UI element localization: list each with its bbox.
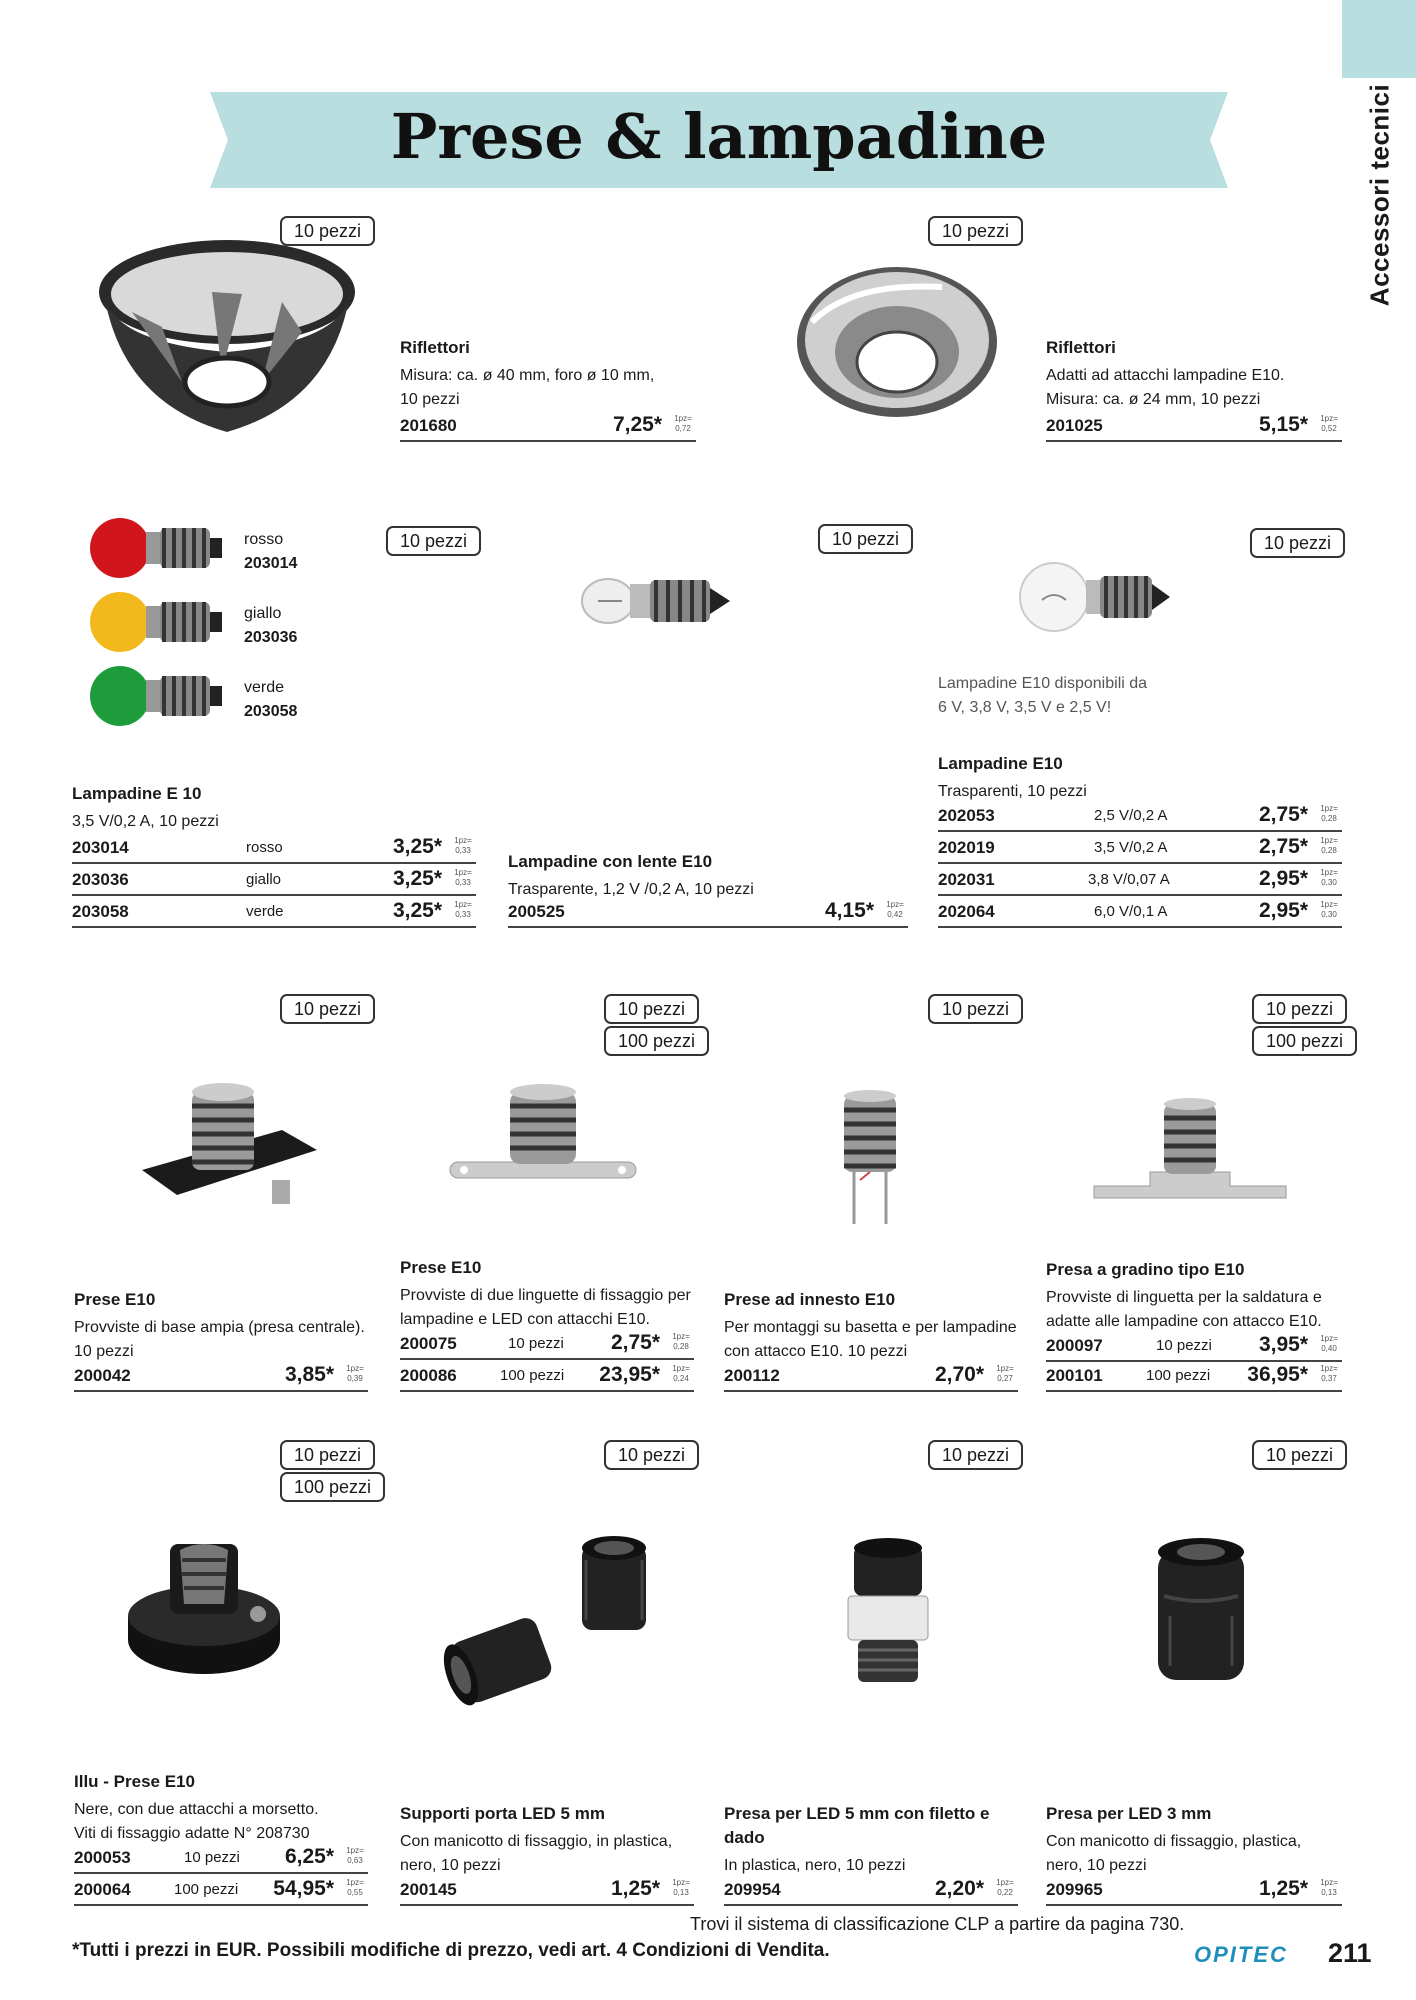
article-number: 200097 <box>1046 1336 1103 1355</box>
article-number: 200053 <box>74 1848 131 1867</box>
product-desc: Misura: ca. ø 24 mm, 10 pezzi <box>1046 391 1261 408</box>
unit-price: 0,30 <box>1321 878 1337 887</box>
price-row <box>72 834 476 864</box>
unit-label: 1pz= <box>886 900 904 909</box>
unit-price: 0,42 <box>887 910 903 919</box>
legend-color: rosso <box>244 531 284 548</box>
pack-badge: 10 pezzi <box>928 994 1023 1024</box>
reflector-black-image <box>92 232 362 442</box>
variant: 100 pezzi <box>500 1367 565 1384</box>
bulb-green-image <box>88 664 224 728</box>
price: 5,15* <box>1258 413 1308 436</box>
led-socket-5mm-threaded-image <box>838 1536 938 1696</box>
product-desc: Misura: ca. ø 40 mm, foro ø 10 mm, <box>400 367 655 384</box>
pack-badge: 100 pezzi <box>280 1472 385 1502</box>
price-row <box>1046 1876 1342 1906</box>
price: 54,95* <box>273 1877 334 1900</box>
pack-badge: 10 pezzi <box>280 216 375 246</box>
product-desc: con attacco E10. 10 pezzi <box>724 1343 908 1360</box>
product-desc: Per montaggi su basetta e per lampadine <box>724 1319 1017 1336</box>
pack-badge: 10 pezzi <box>928 1440 1023 1470</box>
unit-label: 1pz= <box>1320 804 1338 813</box>
product-desc: nero, 10 pezzi <box>1046 1857 1147 1874</box>
legend-article: 203036 <box>244 629 298 646</box>
reflector-chrome-image <box>792 262 1002 432</box>
article-number: 209965 <box>1046 1880 1103 1899</box>
product-desc: 3,5 V/0,2 A, 10 pezzi <box>72 813 219 830</box>
unit-price: 0,39 <box>347 1374 363 1383</box>
legend-color: giallo <box>244 605 282 622</box>
price-row <box>724 1362 1018 1392</box>
legend-color: verde <box>244 679 285 696</box>
legend-article: 203014 <box>244 555 298 572</box>
unit-label: 1pz= <box>672 1364 690 1373</box>
unit-price: 0,13 <box>673 1888 689 1897</box>
unit-label: 1pz= <box>346 1364 364 1373</box>
unit-price: 0,22 <box>997 1888 1013 1897</box>
article-number: 200064 <box>74 1880 131 1899</box>
article-number: 201680 <box>400 416 457 435</box>
product-desc: 10 pezzi <box>400 391 460 408</box>
product-desc: Trasparente, 1,2 V /0,2 A, 10 pezzi <box>508 881 754 898</box>
article-number: 200075 <box>400 1334 457 1353</box>
variant: 10 pezzi <box>184 1849 240 1866</box>
unit-label: 1pz= <box>672 1332 690 1341</box>
unit-price: 0,13 <box>1321 1888 1337 1897</box>
product-desc: Provviste di base ampia (presa centrale). <box>74 1319 365 1336</box>
price: 7,25* <box>612 413 662 436</box>
page-title: Prese & lampadine <box>390 100 1048 173</box>
unit-price: 0,52 <box>1321 424 1337 433</box>
pack-badge: 10 pezzi <box>604 1440 699 1470</box>
variant: 100 pezzi <box>174 1881 239 1898</box>
unit-label: 1pz= <box>1320 1334 1338 1343</box>
article-number: 203036 <box>72 870 129 889</box>
price: 2,75* <box>610 1331 660 1354</box>
section-label <box>1350 83 1410 307</box>
clp-note: Trovi il sistema di classificazione CLP a partire da pagina 730. <box>690 1914 1185 1934</box>
article-number: 200112 <box>724 1366 780 1385</box>
unit-price: 0,40 <box>1321 1344 1337 1353</box>
legend-article: 203058 <box>244 703 298 720</box>
section-label-text: Accessori tecnici <box>1364 83 1395 307</box>
title-banner <box>210 92 1228 188</box>
article-number: 201025 <box>1046 416 1103 435</box>
unit-label: 1pz= <box>1320 836 1338 845</box>
unit-label: 1pz= <box>1320 1364 1338 1373</box>
price: 2,75* <box>1258 835 1308 858</box>
price-row <box>74 1876 368 1906</box>
product-name: Riflettori <box>1046 338 1116 357</box>
price-row <box>400 1876 694 1906</box>
product-name: Presa per LED 5 mm con filetto e <box>724 1804 990 1823</box>
pack-badge: 100 pezzi <box>604 1026 709 1056</box>
unit-price: 0,72 <box>675 424 691 433</box>
article-number: 200525 <box>508 902 565 921</box>
price-row <box>74 1362 368 1392</box>
pack-badge: 10 pezzi <box>604 994 699 1024</box>
product-name: Prese ad innesto E10 <box>724 1290 896 1309</box>
bulb-clear-image <box>1018 560 1174 634</box>
product-desc: adatte alle lampadine con attacco E10. <box>1046 1313 1322 1330</box>
unit-label: 1pz= <box>1320 868 1338 877</box>
product-name: Prese E10 <box>400 1258 482 1277</box>
socket-plugin-image <box>830 1090 910 1230</box>
unit-price: 0,28 <box>1321 846 1337 855</box>
pack-badge: 10 pezzi <box>928 216 1023 246</box>
variant: 10 pezzi <box>1156 1337 1212 1354</box>
unit-price: 0,63 <box>347 1856 363 1865</box>
unit-price: 0,33 <box>455 878 471 887</box>
pack-badge: 10 pezzi <box>1250 528 1345 558</box>
price: 23,95* <box>599 1363 660 1386</box>
unit-price: 0,24 <box>673 1374 689 1383</box>
variant: 6,0 V/0,1 A <box>1094 903 1168 920</box>
price: 2,75* <box>1258 803 1308 826</box>
variant: 3,8 V/0,07 A <box>1088 871 1170 888</box>
article-number: 209954 <box>724 1880 781 1899</box>
illu-socket-image <box>124 1530 284 1680</box>
product-name: Supporti porta LED 5 mm <box>400 1804 605 1823</box>
unit-price: 0,28 <box>1321 814 1337 823</box>
price: 1,25* <box>610 1877 660 1900</box>
price-row <box>1046 1362 1342 1392</box>
product-desc: Provviste di linguetta per la saldatura e <box>1046 1289 1322 1306</box>
bulb-lens-image <box>580 566 740 636</box>
unit-label: 1pz= <box>1320 1878 1338 1887</box>
product-name: Lampadine E10 <box>938 754 1063 773</box>
unit-price: 0,55 <box>347 1888 363 1897</box>
product-name: Riflettori <box>400 338 470 357</box>
unit-price: 0,27 <box>997 1374 1013 1383</box>
price: 3,25* <box>392 835 442 858</box>
variant: giallo <box>246 871 282 888</box>
price-row <box>1046 412 1342 442</box>
unit-label: 1pz= <box>346 1846 364 1855</box>
product-desc: Provviste di due linguette di fissaggio per <box>400 1287 691 1304</box>
article-number: 200086 <box>400 1366 457 1385</box>
variant: rosso <box>246 839 283 856</box>
unit-label: 1pz= <box>996 1364 1014 1373</box>
unit-label: 1pz= <box>1320 900 1338 909</box>
price-row <box>938 834 1342 864</box>
socket-step-image <box>1090 1096 1290 1206</box>
price: 2,95* <box>1258 867 1308 890</box>
unit-label: 1pz= <box>1320 414 1338 423</box>
product-desc: 10 pezzi <box>74 1343 134 1360</box>
price-row <box>400 1362 694 1392</box>
pack-badge: 100 pezzi <box>1252 1026 1357 1056</box>
price-disclaimer: *Tutti i prezzi in EUR. Possibili modifiche di prezzo, vedi art. 4 Condizioni di Vendita. <box>72 1940 830 1961</box>
price-row <box>400 1330 694 1360</box>
product-desc: Adatti ad attacchi lampadine E10. <box>1046 367 1285 384</box>
unit-price: 0,37 <box>1321 1374 1337 1383</box>
price-row <box>724 1876 1018 1906</box>
price-row <box>72 898 476 928</box>
product-desc: Nere, con due attacchi a morsetto. <box>74 1801 319 1818</box>
product-desc: Trasparenti, 10 pezzi <box>938 783 1087 800</box>
pack-badge: 10 pezzi <box>386 526 481 556</box>
product-name: Presa a gradino tipo E10 <box>1046 1260 1245 1279</box>
product-desc: In plastica, nero, 10 pezzi <box>724 1857 906 1874</box>
page-number: 211 <box>1328 1938 1372 1968</box>
unit-price: 0,28 <box>673 1342 689 1351</box>
price: 3,95* <box>1258 1333 1308 1356</box>
pack-badge: 10 pezzi <box>1252 1440 1347 1470</box>
led-socket-3mm-image <box>1146 1536 1256 1696</box>
price: 6,25* <box>284 1845 334 1868</box>
price: 3,85* <box>284 1363 334 1386</box>
price: 2,20* <box>934 1877 984 1900</box>
price-row <box>938 866 1342 896</box>
socket-wide-base-image <box>132 1080 322 1220</box>
product-desc: Viti di fissaggio adatte N° 208730 <box>74 1825 310 1842</box>
brand-logo: OPITEC <box>1194 1942 1288 1967</box>
price-row <box>1046 1332 1342 1362</box>
unit-price: 0,33 <box>455 846 471 855</box>
pack-badge: 10 pezzi <box>280 994 375 1024</box>
pack-badge: 10 pezzi <box>818 524 913 554</box>
variant: 3,5 V/0,2 A <box>1094 839 1168 856</box>
article-number: 202019 <box>938 838 995 857</box>
product-desc: nero, 10 pezzi <box>400 1857 501 1874</box>
availability-note: Lampadine E10 disponibili da <box>938 675 1148 692</box>
product-desc: Con manicotto di fissaggio, plastica, <box>1046 1833 1302 1850</box>
product-name: Lampadine E 10 <box>72 784 202 803</box>
variant: 10 pezzi <box>508 1335 564 1352</box>
article-number: 203014 <box>72 838 129 857</box>
pack-badge: 10 pezzi <box>280 1440 375 1470</box>
variant: 100 pezzi <box>1146 1367 1211 1384</box>
product-name: Illu - Prese E10 <box>74 1772 195 1791</box>
price-row <box>938 898 1342 928</box>
price-row <box>72 866 476 896</box>
unit-label: 1pz= <box>672 1878 690 1887</box>
price: 2,95* <box>1258 899 1308 922</box>
unit-price: 0,30 <box>1321 910 1337 919</box>
socket-tabs-image <box>446 1082 642 1192</box>
price: 1,25* <box>1258 1877 1308 1900</box>
article-number: 203058 <box>72 902 129 921</box>
product-name: Lampadine con lente E10 <box>508 852 713 871</box>
product-desc: lampadine e LED con attacchi E10. <box>400 1311 650 1328</box>
price: 3,25* <box>392 899 442 922</box>
bulb-yellow-image <box>88 590 224 654</box>
variant: 2,5 V/0,2 A <box>1094 807 1168 824</box>
unit-label: 1pz= <box>454 868 472 877</box>
unit-label: 1pz= <box>454 900 472 909</box>
bulb-red-image <box>88 516 224 580</box>
unit-label: 1pz= <box>346 1878 364 1887</box>
product-name: Presa per LED 3 mm <box>1046 1804 1212 1823</box>
price-row <box>74 1844 368 1874</box>
price-row <box>400 412 696 442</box>
price-row <box>508 898 908 928</box>
product-desc: Con manicotto di fissaggio, in plastica, <box>400 1833 673 1850</box>
article-number: 202053 <box>938 806 995 825</box>
unit-price: 0,33 <box>455 910 471 919</box>
product-name: Prese E10 <box>74 1290 156 1309</box>
article-number: 200145 <box>400 1880 457 1899</box>
variant: verde <box>246 903 284 920</box>
article-number: 200101 <box>1046 1366 1103 1385</box>
price: 4,15* <box>824 899 874 922</box>
pack-badge: 10 pezzi <box>1252 994 1347 1024</box>
price-row <box>938 802 1342 832</box>
article-number: 202064 <box>938 902 995 921</box>
unit-label: 1pz= <box>674 414 692 423</box>
price: 3,25* <box>392 867 442 890</box>
article-number: 200042 <box>74 1366 131 1385</box>
product-name: dado <box>724 1828 765 1847</box>
led-holder-5mm-image <box>436 1530 666 1720</box>
unit-label: 1pz= <box>996 1878 1014 1887</box>
section-tab <box>1342 0 1416 78</box>
price: 2,70* <box>934 1363 984 1386</box>
article-number: 202031 <box>938 870 995 889</box>
unit-label: 1pz= <box>454 836 472 845</box>
availability-note: 6 V, 3,8 V, 3,5 V e 2,5 V! <box>938 699 1112 716</box>
price: 36,95* <box>1247 1363 1308 1386</box>
